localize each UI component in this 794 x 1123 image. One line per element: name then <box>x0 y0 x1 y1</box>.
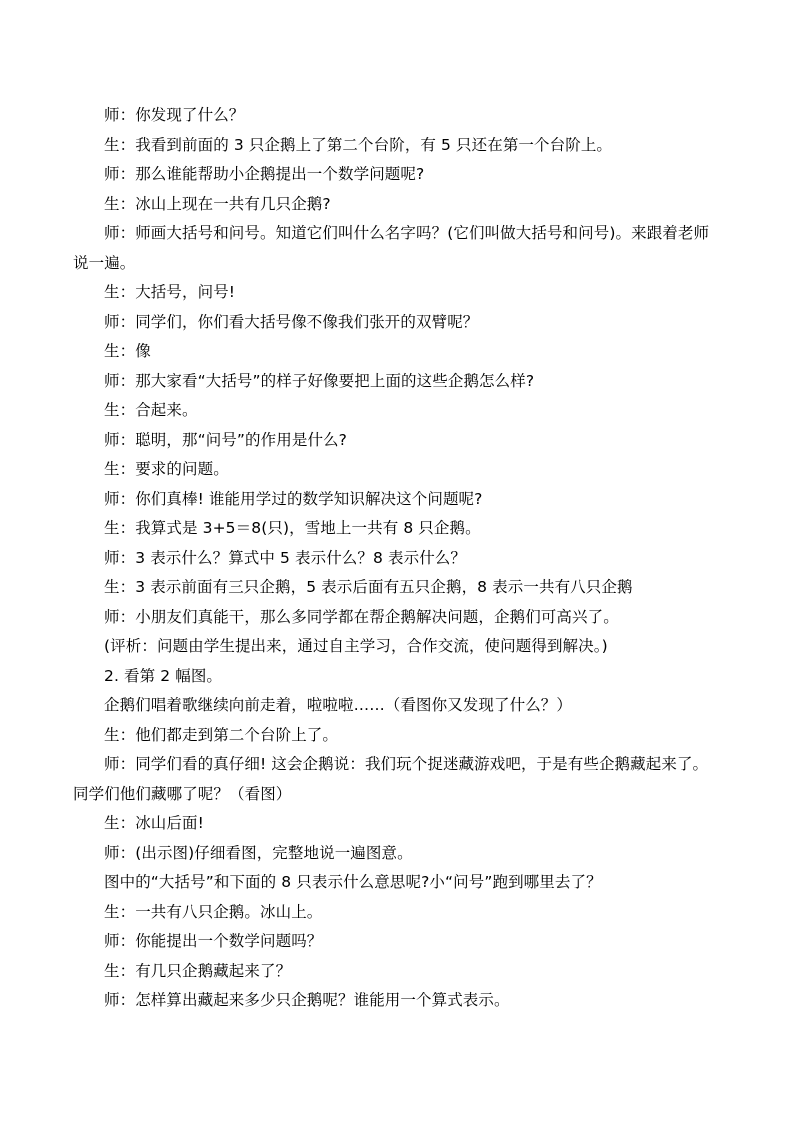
transcript-line: 生：3 表示前面有三只企鹅，5 表示后面有五只企鹅，8 表示一共有八只企鹅 <box>104 578 633 596</box>
transcript-line: 师：你发现了什么？ <box>104 106 245 124</box>
transcript-line: 师：3 表示什么？算式中 5 表示什么？8 表示什么？ <box>104 548 466 567</box>
transcript-line: 生：大括号，问号! <box>104 283 236 301</box>
transcript-line: 图中的“大括号”和下面的 8 只表示什么意思呢?小“问号”跑到哪里去了？ <box>104 873 602 891</box>
transcript-line: 生：我看到前面的 3 只企鹅上了第二个台阶，有 5 只还在第一个台阶上。 <box>104 135 613 154</box>
transcript-line: 师：那么谁能帮助小企鹅提出一个数学问题呢? <box>104 165 425 183</box>
transcript-line: 同学们他们藏哪了呢？（看图） <box>73 784 292 803</box>
transcript-line: 生：冰山上现在一共有几只企鹅? <box>104 194 331 213</box>
transcript-line: 师：你们真棒! 谁能用学过的数学知识解决这个问题呢? <box>104 489 483 508</box>
transcript-line: 2. 看第 2 幅图。 <box>104 666 223 685</box>
transcript-line: 生：一共有八只企鹅。冰山上。 <box>104 902 323 921</box>
transcript-line: 生：有几只企鹅藏起来了？ <box>104 961 292 980</box>
transcript-line: 生：他们都走到第二个台阶上了。 <box>104 725 339 744</box>
transcript-line: 生：要求的问题。 <box>104 460 229 478</box>
transcript-line: 师：那大家看“大括号”的样子好像要把上面的这些企鹅怎么样? <box>104 371 535 390</box>
transcript-line: 生：像 <box>104 342 151 360</box>
transcript-line: 师：小朋友们真能干，那么多同学都在帮企鹅解决问题，企鹅们可高兴了。 <box>104 607 619 626</box>
transcript-line: 生：合起来。 <box>104 401 198 419</box>
transcript-line: 师：师画大括号和问号。知道它们叫什么名字吗？(它们叫做大括号和问号)。来跟着老师 <box>104 224 710 242</box>
transcript-line: (评析：问题由学生提出来，通过自主学习，合作交流，使问题得到解决。) <box>104 637 608 655</box>
transcript-line: 企鹅们唱着歌继续向前走着，啦啦啦……（看图你又发现了什么？） <box>104 696 573 714</box>
transcript-line: 师：你能提出一个数学问题吗？ <box>104 932 323 950</box>
transcript-line: 师：同学们看的真仔细! 这会企鹅说：我们玩个捉迷藏游戏吧，于是有些企鹅藏起来了。 <box>104 755 709 773</box>
transcript-line: 师：聪明，那“问号”的作用是什么? <box>104 430 347 449</box>
transcript-line: 师：(出示图)仔细看图，完整地说一遍图意。 <box>104 843 413 862</box>
transcript-line: 生：冰山后面! <box>104 814 204 832</box>
transcript-line: 生：我算式是 3+5＝8(只)，雪地上一共有 8 只企鹅。 <box>104 519 481 537</box>
lesson-transcript <box>73 101 764 1016</box>
transcript-line: 说一遍。 <box>73 253 136 272</box>
transcript-line: 师：怎样算出藏起来多少只企鹅呢？谁能用一个算式表示。 <box>104 991 510 1009</box>
transcript-line: 师：同学们，你们看大括号像不像我们张开的双臂呢？ <box>104 312 479 331</box>
